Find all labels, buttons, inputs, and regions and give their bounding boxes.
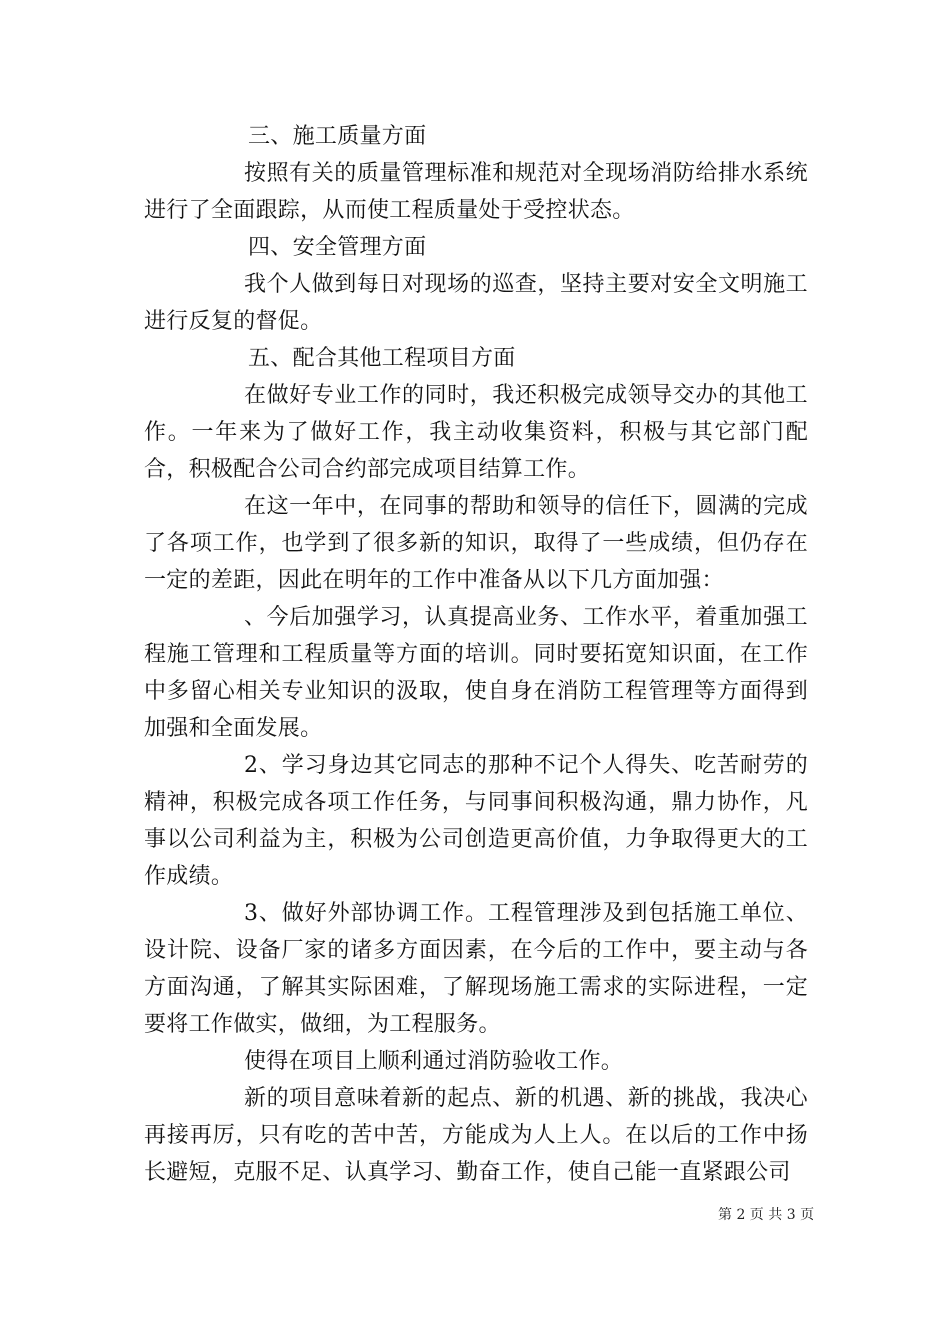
paragraph-item-2: 2、学习身边其它同志的那种不记个人得失、吃苦耐劳的精神，积极完成各项工作任务，与同事间积极沟通，鼎力协作，凡事以公司利益为主，积极为公司创造更高价值，力争取得更大的工作成绩。 [144, 753, 808, 889]
document-body [144, 118, 808, 1191]
page-number-footer: 第 2 页 共 3 页 [718, 1207, 815, 1223]
paragraph-acceptance: 使得在项目上顺利通过消防验收工作。 [244, 1049, 624, 1074]
section-heading-quality: 三、施工质量方面 [248, 124, 427, 149]
paragraph-item-3: 3、做好外部协调工作。工程管理涉及到包括施工单位、设计院、设备厂家的诸多方面因素，在今后的工作中，要主动与各方面沟通，了解其实际困难，了解现场施工需求的实际进程，一定要将工作做实，做细，为工程服务。 [144, 901, 808, 1037]
paragraph-cooperation: 在做好专业工作的同时，我还积极完成领导交办的其他工作。一年来为了做好工作，我主动收集资料，积极与其它部门配合，积极配合公司合约部完成项目结算工作。 [144, 383, 808, 482]
paragraph-summary: 在这一年中，在同事的帮助和领导的信任下，圆满的完成了各项工作，也学到了很多新的知识，取得了一些成绩，但仍存在一定的差距，因此在明年的工作中准备从以下几方面加强： [144, 494, 808, 593]
section-heading-cooperation: 五、配合其他工程项目方面 [248, 346, 516, 371]
section-heading-safety: 四、安全管理方面 [248, 235, 427, 260]
paragraph-closing: 新的项目意味着新的起点、新的机遇、新的挑战，我决心再接再厉，只有吃的苦中苦，方能成为人上人。在以后的工作中扬长避短，克服不足、认真学习、勤奋工作，使自己能一直紧跟公司 [144, 1086, 808, 1185]
paragraph-quality: 按照有关的质量管理标准和规范对全现场消防给排水系统进行了全面跟踪，从而使工程质量处于受控状态。 [144, 161, 808, 223]
paragraph-item-1: 、今后加强学习，认真提高业务、工作水平，着重加强工程施工管理和工程质量等方面的培训。同时要拓宽知识面，在工作中多留心相关专业知识的汲取，使自身在消防工程管理等方面得到加强和全面发展。 [144, 605, 808, 741]
paragraph-safety: 我个人做到每日对现场的巡查，坚持主要对安全文明施工进行反复的督促。 [144, 272, 808, 334]
